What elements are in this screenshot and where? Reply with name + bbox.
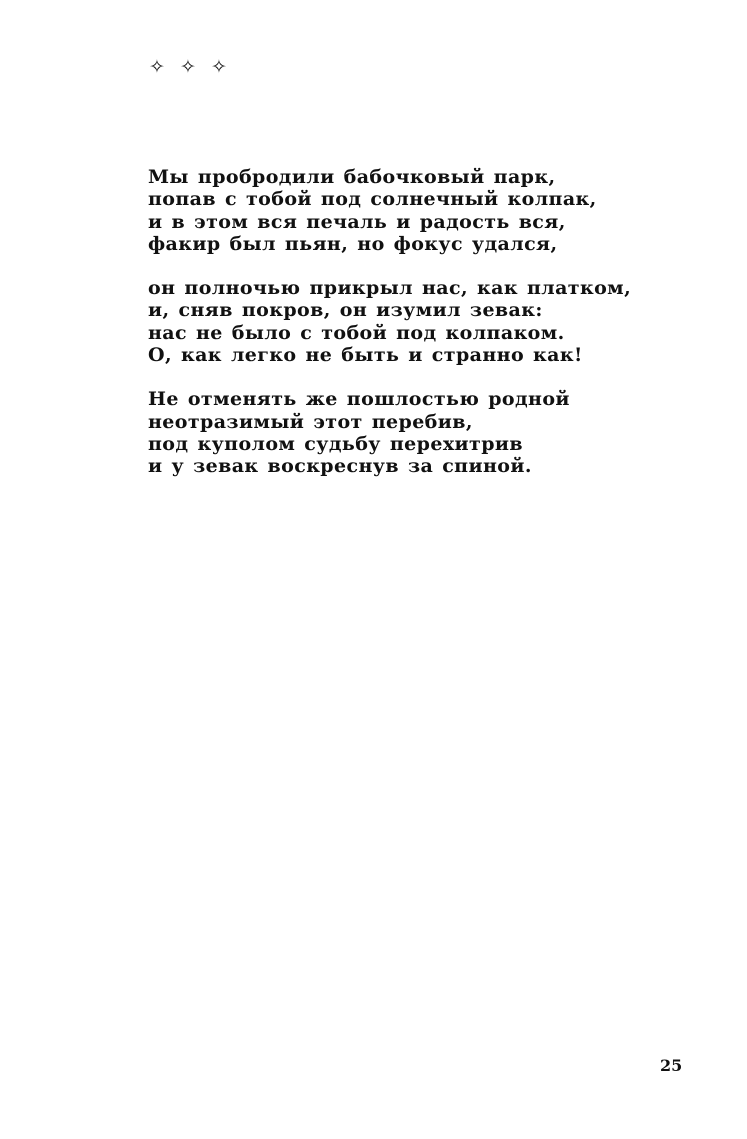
stanza-1 — [148, 166, 668, 255]
poem-line: и у зевак воскреснув за спиной. — [148, 455, 532, 478]
poem — [148, 166, 668, 500]
poem-line: под куполом судьбу перехитрив — [148, 432, 523, 455]
poem-line: и в этом вся печаль и радость вся, — [148, 210, 566, 233]
four-point-star-icon: ✧ — [149, 56, 165, 78]
stanza-2 — [148, 277, 668, 366]
poem-line: Мы пробродили бабочковый парк, — [148, 166, 556, 188]
poem-line: факир был пьян, но фокус удался, — [148, 232, 558, 255]
poem-line: он полночью прикрыл нас, как платком, — [148, 277, 632, 300]
section-ornament — [148, 58, 228, 77]
poem-line: Не отменять же пошлостью родной — [148, 388, 570, 411]
poem-line: попав с тобой под солнечный колпак, — [148, 188, 597, 211]
four-point-star-icon: ✧ — [180, 56, 196, 78]
four-point-star-icon: ✧ — [211, 56, 227, 78]
poem-line: О, как легко не быть и странно как! — [148, 344, 583, 367]
poem-line: неотразимый этот перебив, — [148, 410, 473, 433]
poem-line: и, сняв покров, он изумил зевак: — [148, 299, 543, 322]
page-number: 25 — [660, 1056, 683, 1075]
poem-line: нас не было с тобой под колпаком. — [148, 321, 565, 344]
stanza-3 — [148, 388, 668, 477]
